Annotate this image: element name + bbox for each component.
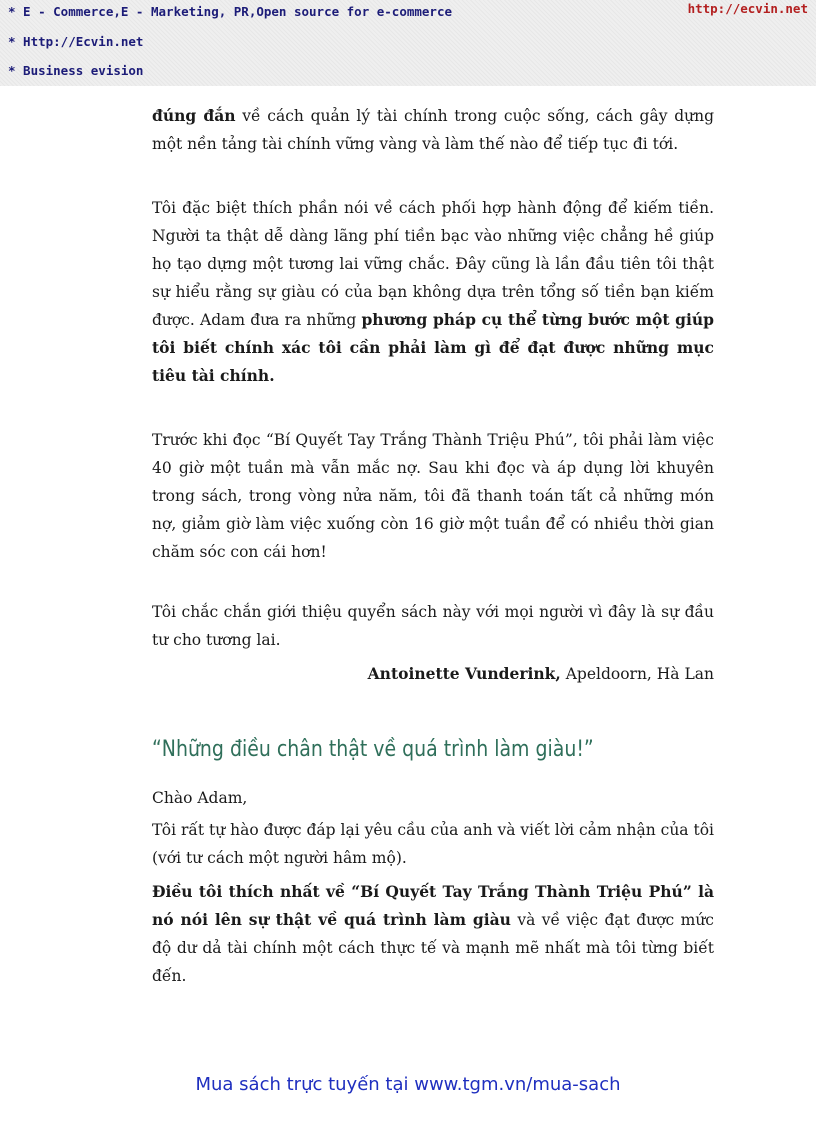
footer-purchase-link[interactable]: Mua sách trực tuyến tại www.tgm.vn/mua-sach [195, 1074, 621, 1095]
header-line-business: * Business evision [8, 63, 144, 78]
paragraph-6-text: và về việc đạt được mức độ dư dả tài chính một cách thực tế và mạnh mẽ nhất mà tôi từng biết đến. [152, 911, 714, 985]
greeting [152, 784, 714, 812]
paragraph-5-text: Tôi rất tự hào được đáp lại yêu cầu của anh và viết lời cảm nhận của tôi (với tư cách một người hâm mộ). [152, 821, 714, 867]
paragraph-4-text: Tôi chắc chắn giới thiệu quyển sách này với mọi người vì đây là sự đầu tư cho tương lai. [152, 603, 714, 649]
header-line-ecommerce: * E - Commerce,E - Marketing, PR,Open source for e-commerce [8, 4, 453, 19]
section-heading: “Những điều chân thật về quá trình làm giàu!” [152, 737, 594, 762]
header-line-website: * Http://Ecvin.net [8, 34, 144, 49]
paragraph-3 [152, 426, 714, 566]
paragraph-6-bold: Điều tôi thích nhất về “Bí Quyết Tay Trắng Thành Triệu Phú” là nó nói lên sự thật về quá trình làm giàu [152, 882, 714, 929]
header-url-link[interactable]: http://ecvin.net [687, 1, 808, 16]
page-header-banner [0, 0, 816, 86]
paragraph-2-text: Tôi đặc biệt thích phần nói về cách phối hợp hành động để kiếm tiền. Người ta thật dễ dàng lãng phí tiền bạc vào những việc chẳng hề giúp họ tạo dựng một tương lai vững chắc. Đây cũng là lần đầu tiên tôi thật sự hiểu rằng sự giàu có của bạn không dựa trên tổng số tiền bạn kiếm được. Adam đưa ra những [152, 199, 714, 329]
testimonial-signature [152, 660, 714, 688]
paragraph-1 [152, 102, 714, 158]
paragraph-3-text: Trước khi đọc “Bí Quyết Tay Trắng Thành Triệu Phú”, tôi phải làm việc 40 giờ một tuần mà vẫn mắc nợ. Sau khi đọc và áp dụng lời khuyên trong sách, trong vòng nửa năm, tôi đã thanh toán tất cả những món nợ, giảm giờ làm việc xuống còn 16 giờ một tuần để có nhiều thời gian chăm sóc con cái hơn! [152, 431, 714, 561]
signature-place: Apeldoorn, Hà Lan [560, 665, 714, 683]
paragraph-1-bold: đúng đắn [152, 106, 236, 125]
paragraph-5 [152, 816, 714, 872]
paragraph-1-text: về cách quản lý tài chính trong cuộc sống, cách gây dựng một nền tảng tài chính vững vàng và làm thế nào để tiếp tục đi tới. [152, 107, 715, 153]
paragraph-2-bold: phương pháp cụ thể từng bước một giúp tôi biết chính xác tôi cần phải làm gì để đạt được những mục tiêu tài chính. [152, 310, 714, 385]
signature-name: Antoinette Vunderink, [367, 664, 561, 683]
paragraph-2 [152, 194, 714, 390]
paragraph-4 [152, 598, 714, 654]
paragraph-6 [152, 878, 714, 990]
greeting-text: Chào Adam, [152, 789, 248, 807]
